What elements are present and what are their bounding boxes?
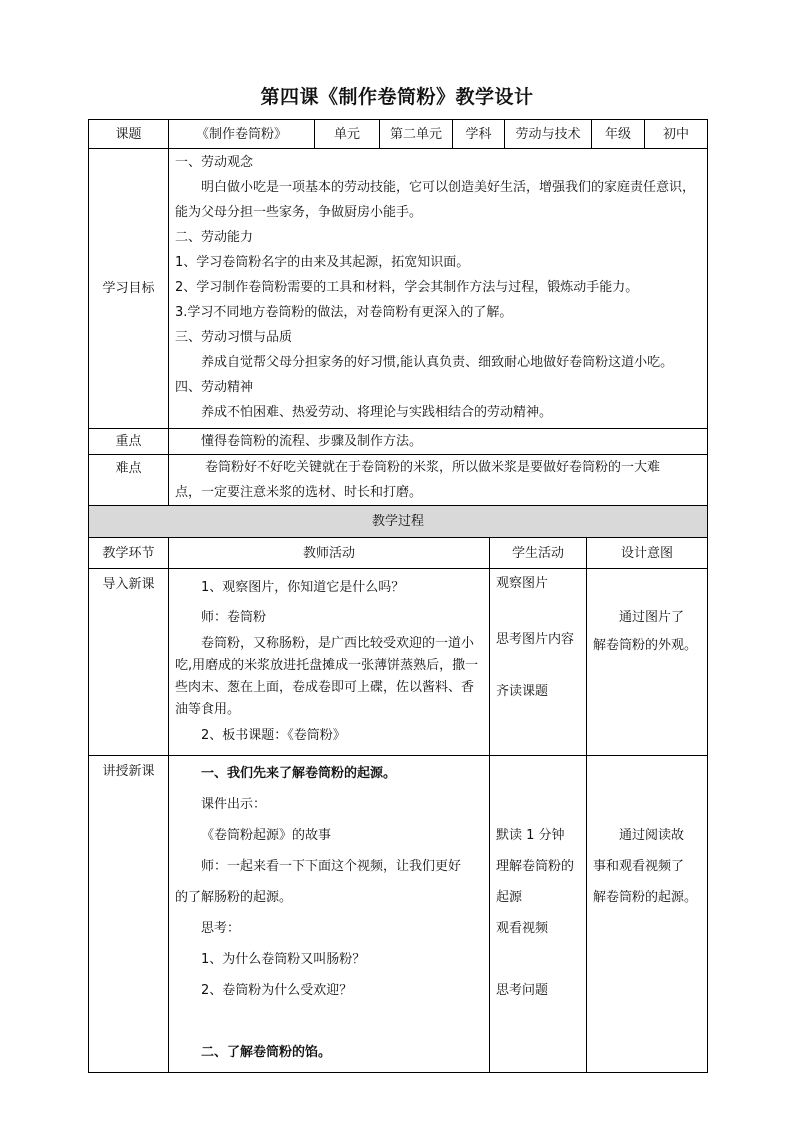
goals-line: 2、学习制作卷筒粉需要的工具和材料，学会其制作方法与过程，锻炼动手能力。 [175,280,639,295]
intro-intent-line: 解卷筒粉的外观。 [593,638,698,653]
goals-line: 能为父母分担一些家务，争做厨房小能手。 [175,205,423,220]
goals-line: 一、劳动观念 [175,155,254,170]
lecture-teacher-line: 2、卷筒粉为什么受欢迎？ [201,983,353,998]
difficult-line: 点，一定要注意米浆的选材、时长和打磨。 [175,485,423,500]
goals-line: 1、学习卷筒粉名字的由来及其起源，拓宽知识面。 [175,255,470,270]
col-header-intent: 设计意图 [587,538,708,569]
goals-label: 学习目标 [89,149,169,429]
difficult-row [89,455,708,506]
goals-line: 3.学习不同地方卷筒粉的做法，对卷筒粉有更深入的了解。 [175,305,513,320]
lecture-intent-line: 通过阅读故 [619,828,685,843]
intro-student-line: 观察图片 [496,576,549,591]
col-header-stage: 教学环节 [89,538,169,569]
key-row [89,429,708,455]
lecture-student-line: 理解卷筒粉的 [496,859,575,874]
process-band-row [89,506,708,538]
goals-row [89,149,708,429]
goals-content [169,149,708,429]
header-label-unit: 单元 [315,120,380,149]
goals-line: 养成不怕困难、热爱劳动、将理论与实践相结合的劳动精神。 [201,405,553,420]
lecture-student-line: 起源 [496,890,523,905]
intro-teacher [169,569,490,756]
goals-line: 三、劳动习惯与品质 [175,330,293,345]
difficult-label: 难点 [89,455,169,506]
lecture-intent [587,756,708,1073]
lecture-label: 讲授新课 [89,756,169,1073]
header-topic: 《制作卷筒粉》 [169,120,315,149]
intro-student [490,569,587,756]
page-title: 第四课《制作卷筒粉》教学设计 [260,86,534,108]
lecture-teacher [169,756,490,1073]
intro-student-line: 思考图片内容 [496,632,575,647]
intro-student-line: 齐读课题 [496,684,549,699]
goals-line: 二、劳动能力 [175,230,254,245]
lecture-teacher-line: 师：一起来看一下下面这个视频，让我们更好 [201,859,462,874]
goals-line: 四、劳动精神 [175,380,254,395]
lecture-student [490,756,587,1073]
lecture-intent-line: 解卷筒粉的起源。 [593,890,698,905]
header-subject: 劳动与技术 [505,120,592,149]
lecture-teacher-line: 二、了解卷筒粉的馅。 [201,1045,332,1060]
header-label-topic: 课题 [89,120,169,149]
lecture-student-line: 默读 1 分钟 [496,828,565,843]
intro-label: 导入新课 [89,569,169,756]
intro-teacher-line: 师：卷筒粉 [201,610,267,625]
header-unit: 第二单元 [380,120,453,149]
difficult-line: 卷筒粉好不好吃关键就在于卷筒粉的米浆，所以做米浆是要做好卷筒粉的一大难 [205,460,661,475]
lecture-teacher-line: 的了解肠粉的起源。 [175,890,293,905]
intro-row [89,569,708,756]
process-band: 教学过程 [89,506,708,538]
process-header-row [89,538,708,569]
lecture-teacher-line: 《卷筒粉起源》的故事 [201,828,332,843]
lecture-student-line: 思考问题 [496,983,549,998]
key-content [169,429,708,455]
key-label: 重点 [89,429,169,455]
header-grade: 初中 [645,120,708,149]
lecture-teacher-line: 一、我们先来了解卷筒粉的起源。 [201,766,397,781]
difficult-content [169,455,708,506]
col-header-student: 学生活动 [490,538,587,569]
intro-intent-line: 通过图片了 [619,610,685,625]
goals-line: 养成自觉帮父母分担家务的好习惯,能认真负责、细致耐心地做好卷筒粉这道小吃。 [201,355,674,370]
intro-teacher-paragraph: 卷筒粉，又称肠粉，是广西比较受欢迎的一道小吃,用磨成的米浆放进托盘摊成一张薄饼蒸熟后，撒一些肉末、葱在上面，卷成卷即可上碟，佐以酱料、香油等食用。 [175,636,479,717]
header-row [89,120,708,149]
goals-line: 明白做小吃是一项基本的劳动技能，它可以创造美好生活，增强我们的家庭责任意识， [201,180,696,195]
info-table [88,119,708,506]
intro-teacher-line: 1、观察图片，你知道它是什么吗？ [201,580,405,595]
lecture-teacher-line: 1、为什么卷筒粉又叫肠粉？ [201,952,366,967]
lecture-teacher-line: 思考： [201,921,241,936]
lecture-teacher-line: 课件出示： [201,797,267,812]
intro-intent [587,569,708,756]
lecture-row [89,756,708,1073]
header-label-grade: 年级 [592,120,645,149]
lecture-intent-line: 事和观看视频了 [593,859,685,874]
process-table [88,505,708,1073]
key-text: 懂得卷筒粉的流程、步骤及制作方法。 [201,434,423,449]
lecture-student-line: 观看视频 [496,921,549,936]
header-label-subject: 学科 [453,120,505,149]
col-header-teacher: 教师活动 [169,538,490,569]
intro-teacher-line: 2、板书课题：《卷筒粉》 [201,728,346,743]
